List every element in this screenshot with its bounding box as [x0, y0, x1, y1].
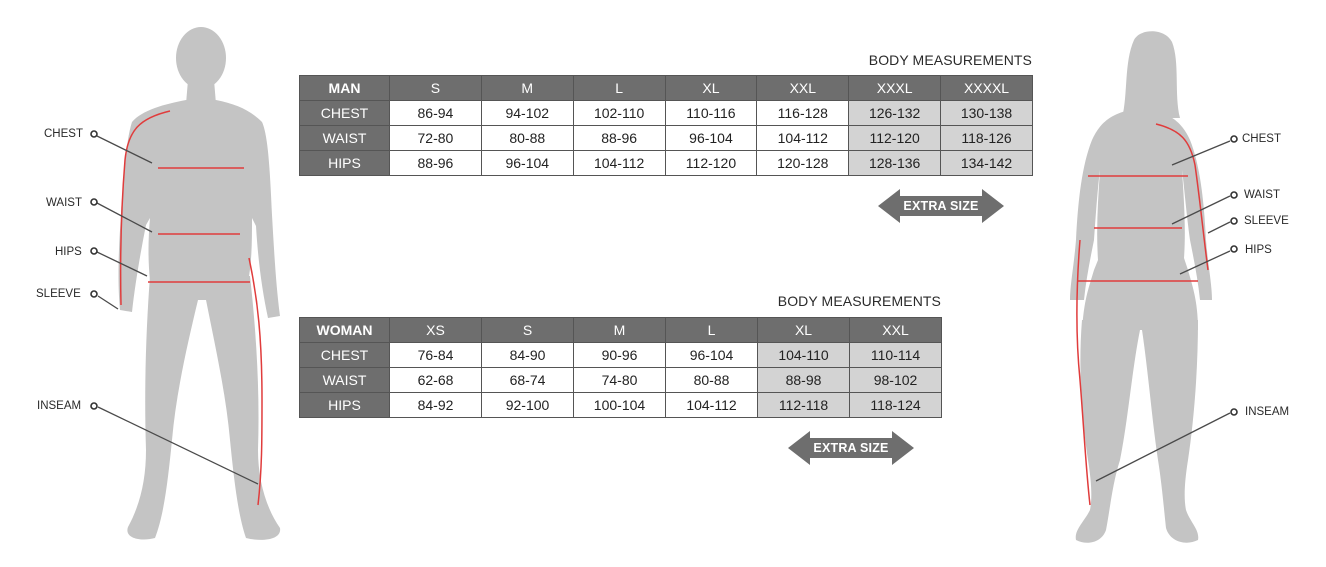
table-cell: 100-104 [574, 393, 666, 418]
table-cell: 112-120 [665, 151, 757, 176]
table-cell: 80-88 [666, 368, 758, 393]
table-row [300, 368, 942, 393]
size-header: XL [665, 76, 757, 101]
man-table-title: BODY MEASUREMENTS [868, 52, 1032, 68]
size-header: XXXL [849, 76, 941, 101]
woman-label-dots [1231, 136, 1237, 415]
woman-size-table [299, 317, 942, 418]
man-inseam-label: INSEAM [37, 400, 82, 412]
man-figure-drawing [0, 0, 300, 567]
table-header-row [300, 76, 1033, 101]
man-label-dots [91, 131, 97, 409]
table-cell: 80-88 [481, 126, 573, 151]
man-silhouette [0, 0, 300, 567]
table-cell: 96-104 [666, 343, 758, 368]
table-header-row [300, 318, 942, 343]
row-label: HIPS [300, 151, 390, 176]
table-cell: 110-114 [850, 343, 942, 368]
woman-table-title: BODY MEASUREMENTS [777, 293, 941, 309]
table-cell: 88-96 [573, 126, 665, 151]
table-row [300, 393, 942, 418]
table-cell: 118-124 [850, 393, 942, 418]
size-header: M [481, 76, 573, 101]
table-row [300, 126, 1033, 151]
table-cell: 74-80 [574, 368, 666, 393]
table-cell: 98-102 [850, 368, 942, 393]
woman-hips-label: HIPS [1245, 244, 1272, 256]
table-cell: 130-138 [941, 101, 1033, 126]
table-cell: 112-118 [758, 393, 850, 418]
woman-extra-size-arrow [788, 431, 914, 465]
size-header: L [573, 76, 665, 101]
row-label: WAIST [300, 126, 390, 151]
woman-waist-label: WAIST [1244, 189, 1280, 201]
woman-corner-cell: WOMAN [300, 318, 390, 343]
table-row [300, 101, 1033, 126]
table-cell: 76-84 [390, 343, 482, 368]
size-header: XS [390, 318, 482, 343]
man-chest-label: CHEST [44, 128, 83, 140]
table-cell: 84-90 [482, 343, 574, 368]
row-label: CHEST [300, 101, 390, 126]
man-corner-cell: MAN [300, 76, 390, 101]
table-cell: 94-102 [481, 101, 573, 126]
table-row [300, 151, 1033, 176]
size-header: XL [758, 318, 850, 343]
table-cell: 68-74 [482, 368, 574, 393]
size-header: S [390, 76, 482, 101]
table-cell: 102-110 [573, 101, 665, 126]
woman-body-shape [1070, 31, 1212, 543]
man-body-shape [119, 27, 281, 540]
man-sleeve-label: SLEEVE [36, 288, 81, 300]
man-extra-size-arrow [878, 189, 1004, 223]
table-cell: 104-112 [757, 126, 849, 151]
man-waist-label: WAIST [46, 197, 82, 209]
size-header: L [666, 318, 758, 343]
table-cell: 92-100 [482, 393, 574, 418]
table-cell: 62-68 [390, 368, 482, 393]
table-cell: 96-104 [481, 151, 573, 176]
table-cell: 104-112 [573, 151, 665, 176]
table-cell: 134-142 [941, 151, 1033, 176]
table-cell: 118-126 [941, 126, 1033, 151]
table-cell: 90-96 [574, 343, 666, 368]
size-header: XXXXL [941, 76, 1033, 101]
table-row [300, 343, 942, 368]
size-header: S [482, 318, 574, 343]
table-cell: 104-110 [758, 343, 850, 368]
row-label: WAIST [300, 368, 390, 393]
woman-extra-size-label: EXTRA SIZE [813, 441, 889, 455]
woman-silhouette [1040, 0, 1240, 567]
size-header: XXL [757, 76, 849, 101]
table-cell: 126-132 [849, 101, 941, 126]
man-hips-label: HIPS [55, 246, 82, 258]
row-label: HIPS [300, 393, 390, 418]
table-cell: 116-128 [757, 101, 849, 126]
table-cell: 128-136 [849, 151, 941, 176]
table-cell: 86-94 [390, 101, 482, 126]
table-cell: 110-116 [665, 101, 757, 126]
row-label: CHEST [300, 343, 390, 368]
size-header: M [574, 318, 666, 343]
table-cell: 72-80 [390, 126, 482, 151]
table-cell: 104-112 [666, 393, 758, 418]
table-cell: 120-128 [757, 151, 849, 176]
table-cell: 88-96 [390, 151, 482, 176]
man-size-table [299, 75, 1033, 176]
size-header: XXL [850, 318, 942, 343]
table-cell: 96-104 [665, 126, 757, 151]
table-cell: 112-120 [849, 126, 941, 151]
table-cell: 88-98 [758, 368, 850, 393]
woman-inseam-label: INSEAM [1245, 406, 1290, 418]
woman-figure-drawing [1040, 0, 1240, 567]
table-cell: 84-92 [390, 393, 482, 418]
man-extra-size-label: EXTRA SIZE [903, 199, 979, 213]
woman-sleeve-label: SLEEVE [1244, 215, 1289, 227]
woman-chest-label: CHEST [1242, 133, 1281, 145]
